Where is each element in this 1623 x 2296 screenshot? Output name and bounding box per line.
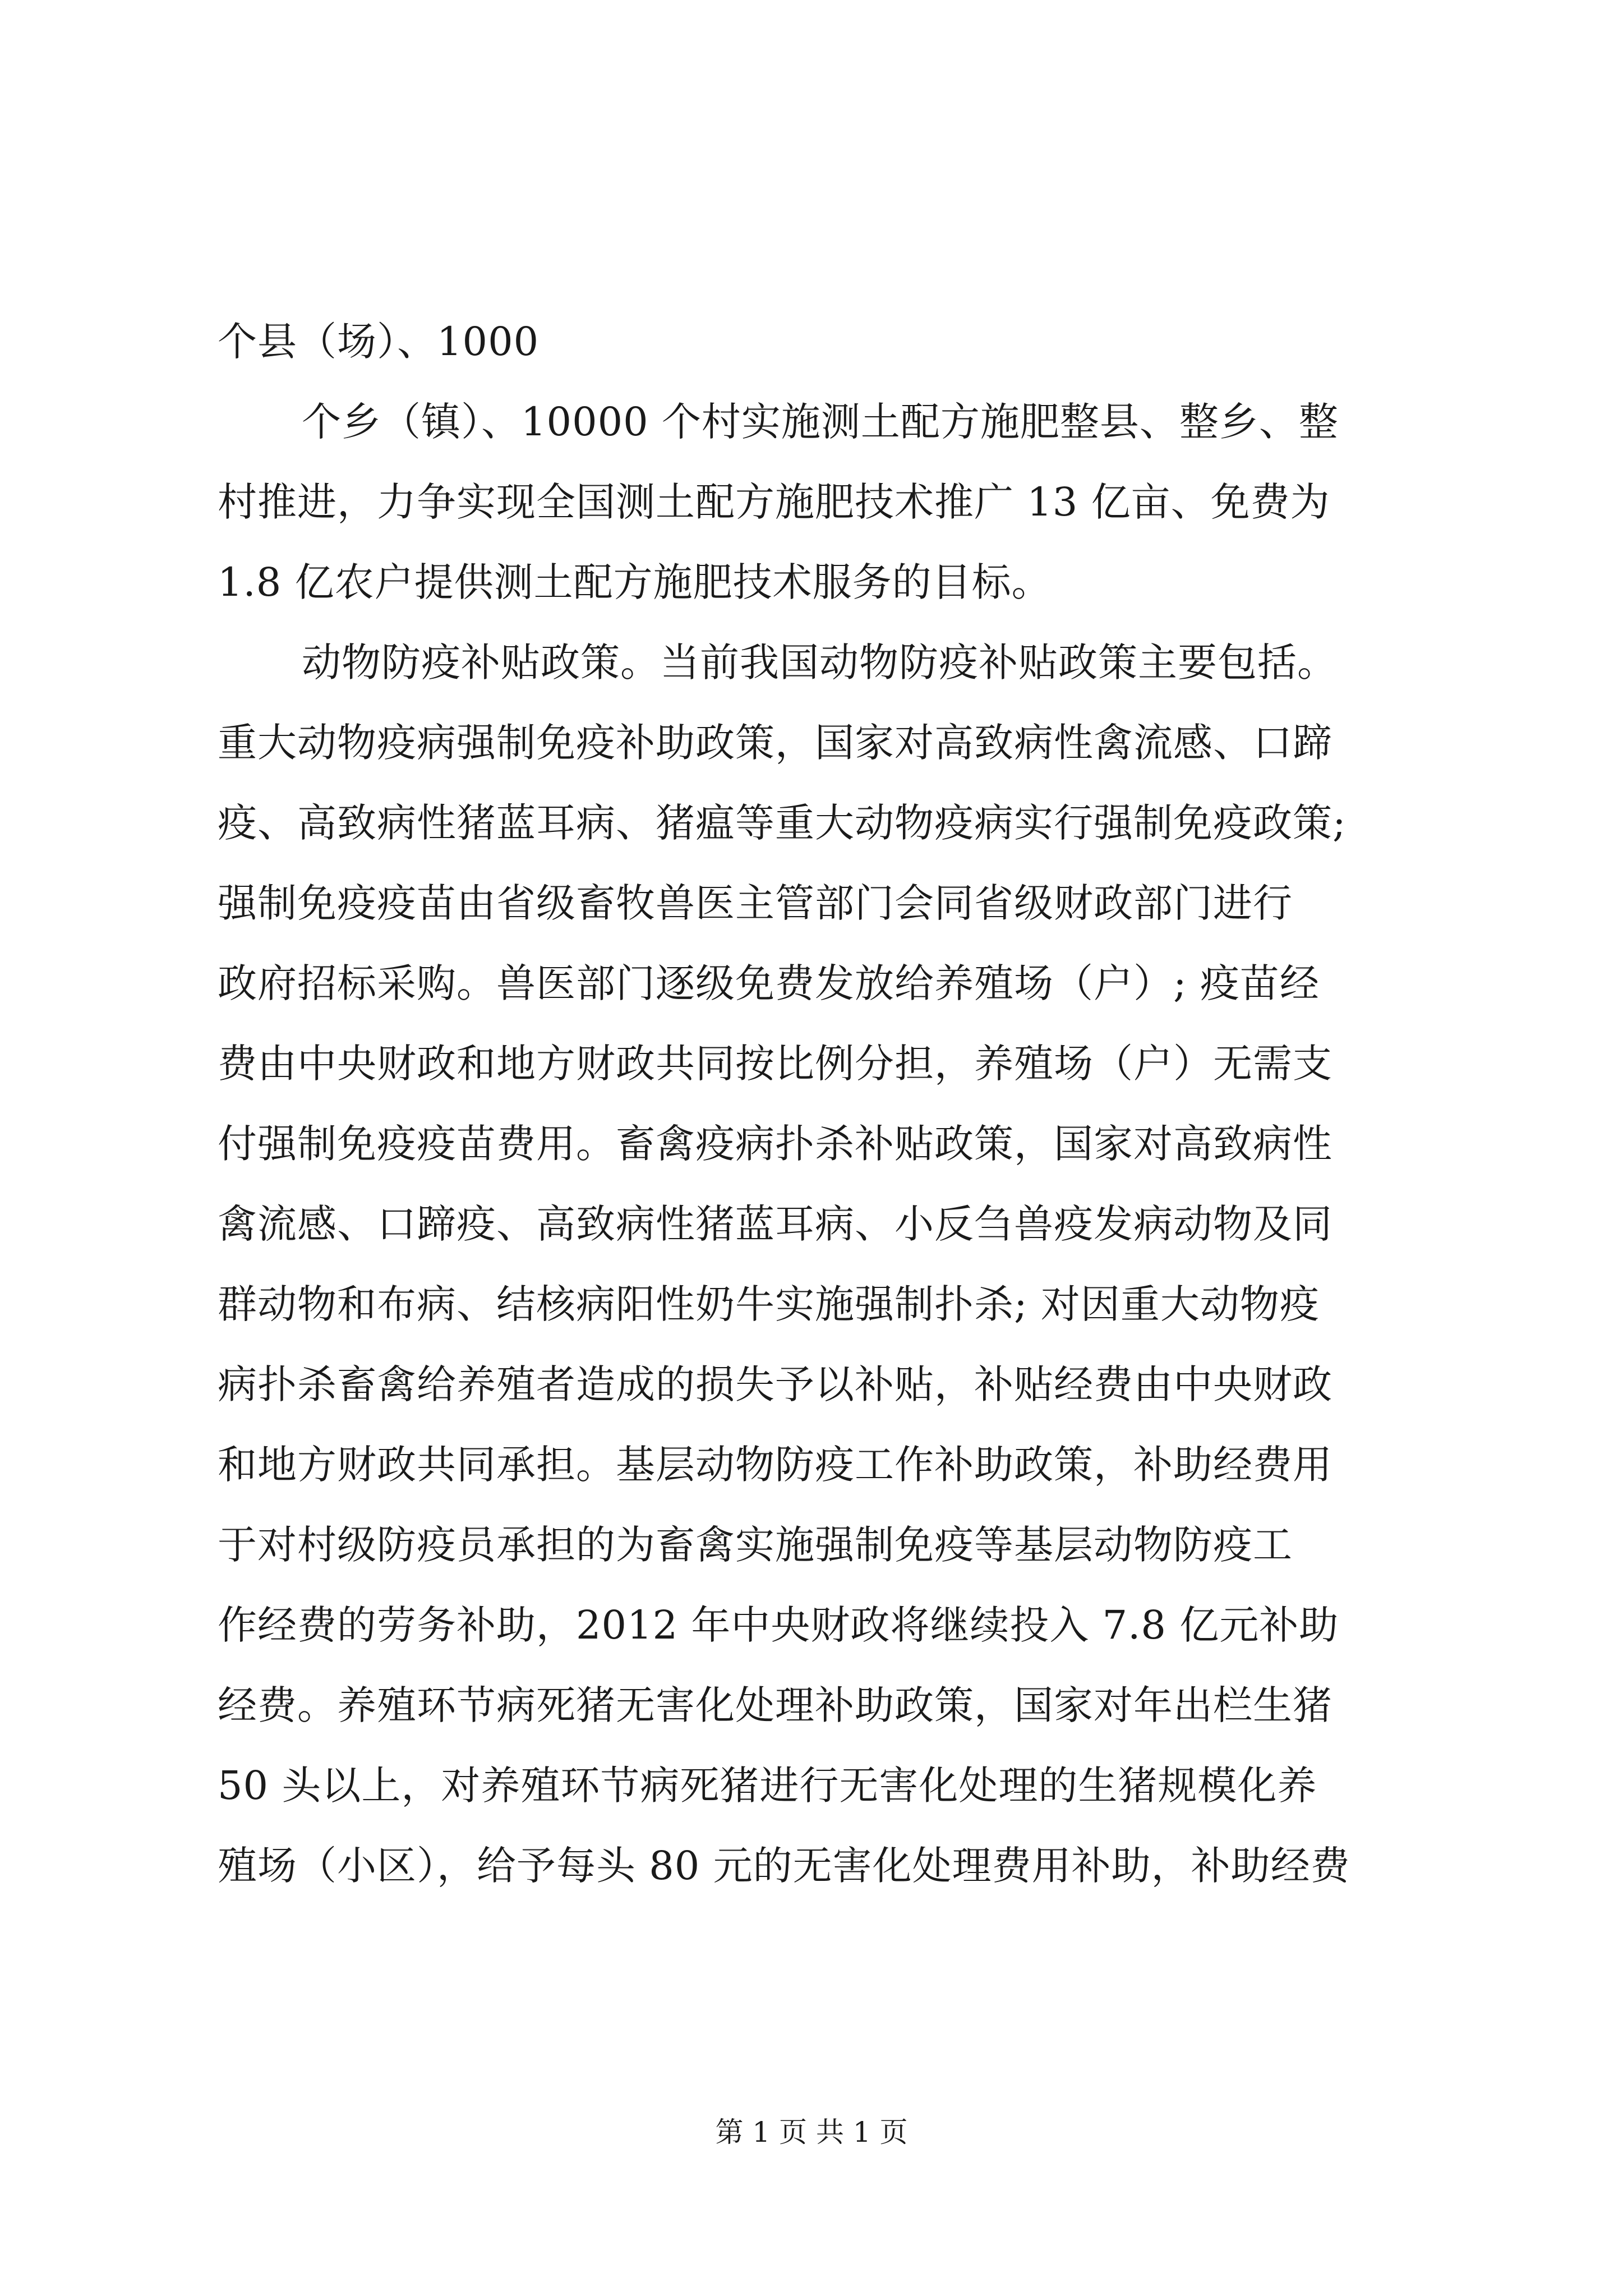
body-text-line: 政府招标采购。兽医部门逐级免费发放给养殖场（户）; 疫苗经 xyxy=(218,960,1320,1006)
body-text-line: 病扑杀畜禽给养殖者造成的损失予以补贴，补贴经费由中央财政 xyxy=(218,1361,1332,1407)
body-text-line: 殖场（小区），给予每头 80 元的无害化处理费用补助，补助经费 xyxy=(218,1843,1350,1889)
page-footer: 第 1 页 共 1 页 xyxy=(715,2116,908,2148)
paragraph-first-line: 动物防疫补贴政策。当前我国动物防疫补贴政策主要包括。 xyxy=(302,639,1337,685)
body-text-line: 重大动物疫病强制免疫补助政策，国家对高致病性禽流感、口蹄 xyxy=(218,720,1332,766)
body-text-line: 费由中央财政和地方财政共同按比例分担，养殖场（户）无需支 xyxy=(218,1041,1332,1087)
body-text-line: 50 头以上，对养殖环节病死猪进行无害化处理的生猪规模化养 xyxy=(218,1763,1317,1809)
body-text-line: 强制免疫疫苗由省级畜牧兽医主管部门会同省级财政部门进行 xyxy=(218,880,1293,926)
body-text-line: 付强制免疫疫苗费用。畜禽疫病扑杀补贴政策，国家对高致病性 xyxy=(218,1121,1332,1167)
paragraph-first-line: 个乡（镇）、10000 个村实施测土配方施肥整县、整乡、整 xyxy=(302,399,1339,445)
body-text-line: 村推进，力争实现全国测土配方施肥技术推广 13 亿亩、免费为 xyxy=(218,479,1330,525)
body-text-line: 个县（场）、1000 xyxy=(218,319,540,365)
body-text-line: 群动物和布病、结核病阳性奶牛实施强制扑杀; 对因重大动物疫 xyxy=(218,1281,1320,1327)
body-text-line: 疫、高致病性猪蓝耳病、猪瘟等重大动物疫病实行强制免疫政策; xyxy=(218,800,1347,846)
body-text-line: 和地方财政共同承担。基层动物防疫工作补助政策，补助经费用 xyxy=(218,1442,1332,1488)
body-text-line: 于对村级防疫员承担的为畜禽实施强制免疫等基层动物防疫工 xyxy=(218,1522,1293,1568)
body-text-line: 经费。养殖环节病死猪无害化处理补助政策，国家对年出栏生猪 xyxy=(218,1682,1332,1728)
body-text-line: 作经费的劳务补助，2012 年中央财政将继续投入 7.8 亿元补助 xyxy=(218,1602,1339,1648)
body-text-line: 1.8 亿农户提供测土配方施肥技术服务的目标。 xyxy=(218,559,1052,605)
body-text-line: 禽流感、口蹄疫、高致病性猪蓝耳病、小反刍兽疫发病动物及同 xyxy=(218,1201,1332,1247)
document-body xyxy=(218,302,1429,1906)
